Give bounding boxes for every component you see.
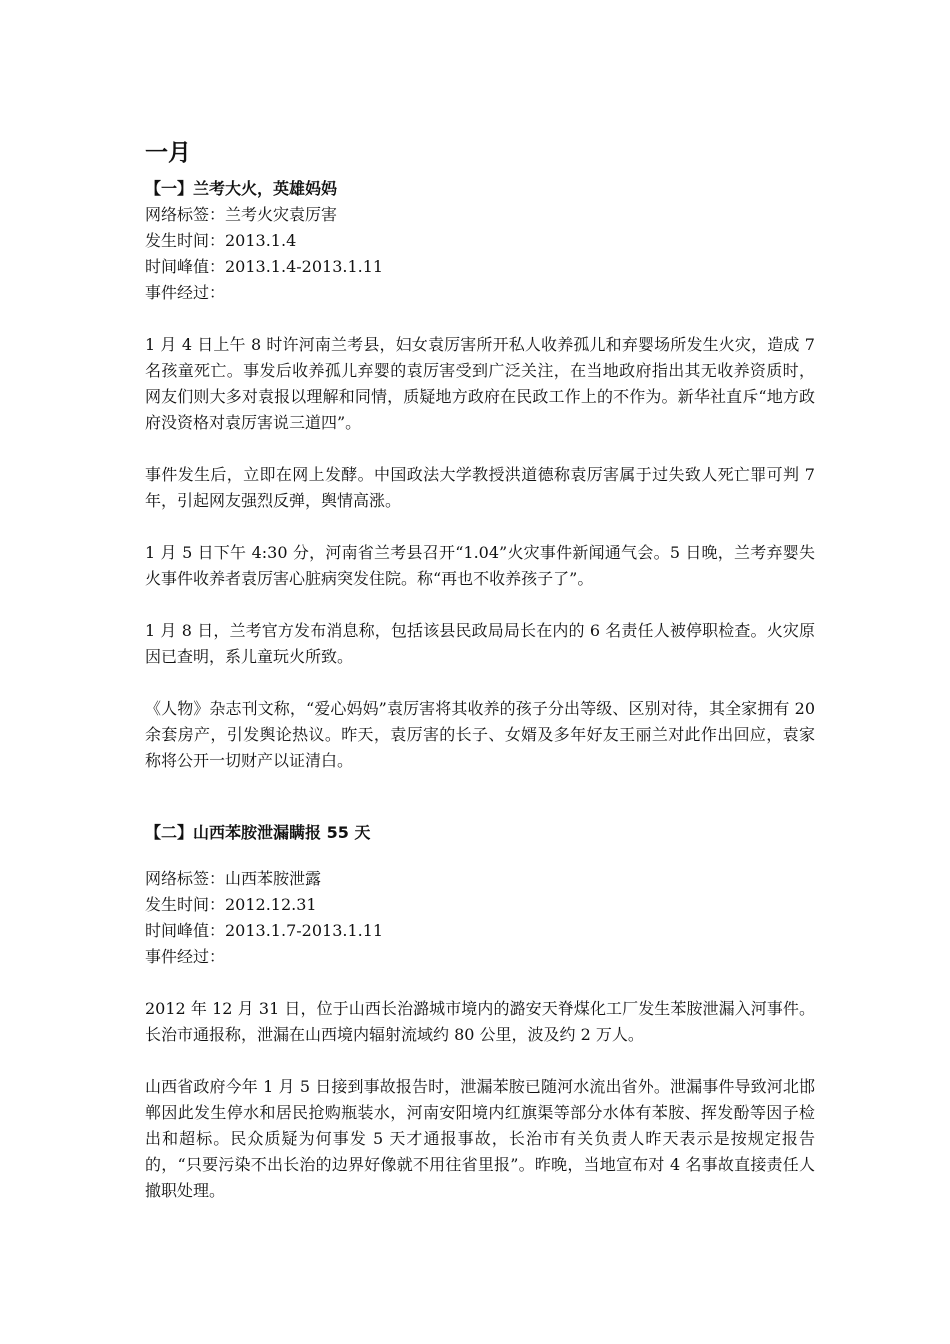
occur-time: 发生时间：2012.12.31 xyxy=(145,895,317,914)
paragraph: 事件发生后，立即在网上发酵。中国政法大学教授洪道德称袁厉害属于过失致人死亡罪可判 7 年，引起网友强烈反弹，舆情高涨。 xyxy=(145,465,815,510)
paragraph: 1 月 8 日，兰考官方发布消息称，包括该县民政局局长在内的 6 名责任人被停职检查。火灾原因已查明，系儿童玩火所致。 xyxy=(145,621,815,666)
document-page xyxy=(145,138,815,1204)
section-title: 【二】山西苯胺泄漏瞒报 55 天 xyxy=(145,823,371,842)
event-section-1 xyxy=(145,176,815,774)
occur-time: 发生时间：2013.1.4 xyxy=(145,231,297,250)
paragraph: 1 月 5 日下午 4:30 分，河南省兰考县召开“1.04”火灾事件新闻通气会。5 日晚，兰考弃婴失火事件收养者袁厉害心脏病突发住院。称“再也不收养孩子了”。 xyxy=(145,543,815,588)
event-section-2 xyxy=(145,820,815,1204)
process-label: 事件经过： xyxy=(145,283,226,302)
month-heading: 一月 xyxy=(145,140,191,166)
paragraph: 2012 年 12 月 31 日，位于山西长治潞城市境内的潞安天脊煤化工厂发生苯胺泄漏入河事件。长治市通报称，泄漏在山西境内辐射流域约 80 公里，波及约 2 万人。 xyxy=(145,999,815,1044)
paragraph: 1 月 4 日上午 8 时许河南兰考县，妇女袁厉害所开私人收养孤儿和弃婴场所发生火灾，造成 7 名孩童死亡。事发后收养孤儿弃婴的袁厉害受到广泛关注，在当地政府指出其无收养资质时，网友们则大多对袁报以理解和同情，质疑地方政府在民政工作上的不作为。新华社直斥“地方政府没资格对袁厉害说三道四”。 xyxy=(145,335,815,432)
peak-time: 时间峰值：2013.1.7-2013.1.11 xyxy=(145,921,384,940)
section-title: 【一】兰考大火，英雄妈妈 xyxy=(145,179,338,198)
paragraph: 《人物》杂志刊文称，“爱心妈妈”袁厉害将其收养的孩子分出等级、区别对待，其全家拥有 20 余套房产，引发舆论热议。昨天，袁厉害的长子、女婿及多年好友王丽兰对此作出回应，袁家称将公开一切财产以证清白。 xyxy=(145,699,815,770)
paragraph: 山西省政府今年 1 月 5 日接到事故报告时，泄漏苯胺已随河水流出省外。泄漏事件导致河北邯郸因此发生停水和居民抢购瓶装水，河南安阳境内红旗渠等部分水体有苯胺、挥发酚等因子检出和超标。民众质疑为何事发 5 天才通报事故，长治市有关负责人昨天表示是按规定报告的，“只要污染不出长治的边界好像就不用往省里报”。昨晚，当地宣布对 4 名事故直接责任人撤职处理。 xyxy=(145,1077,815,1200)
peak-time: 时间峰值：2013.1.4-2013.1.11 xyxy=(145,257,384,276)
process-label: 事件经过： xyxy=(145,947,226,966)
network-tag: 网络标签：山西苯胺泄露 xyxy=(145,869,322,888)
network-tag: 网络标签：兰考火灾袁厉害 xyxy=(145,205,338,224)
